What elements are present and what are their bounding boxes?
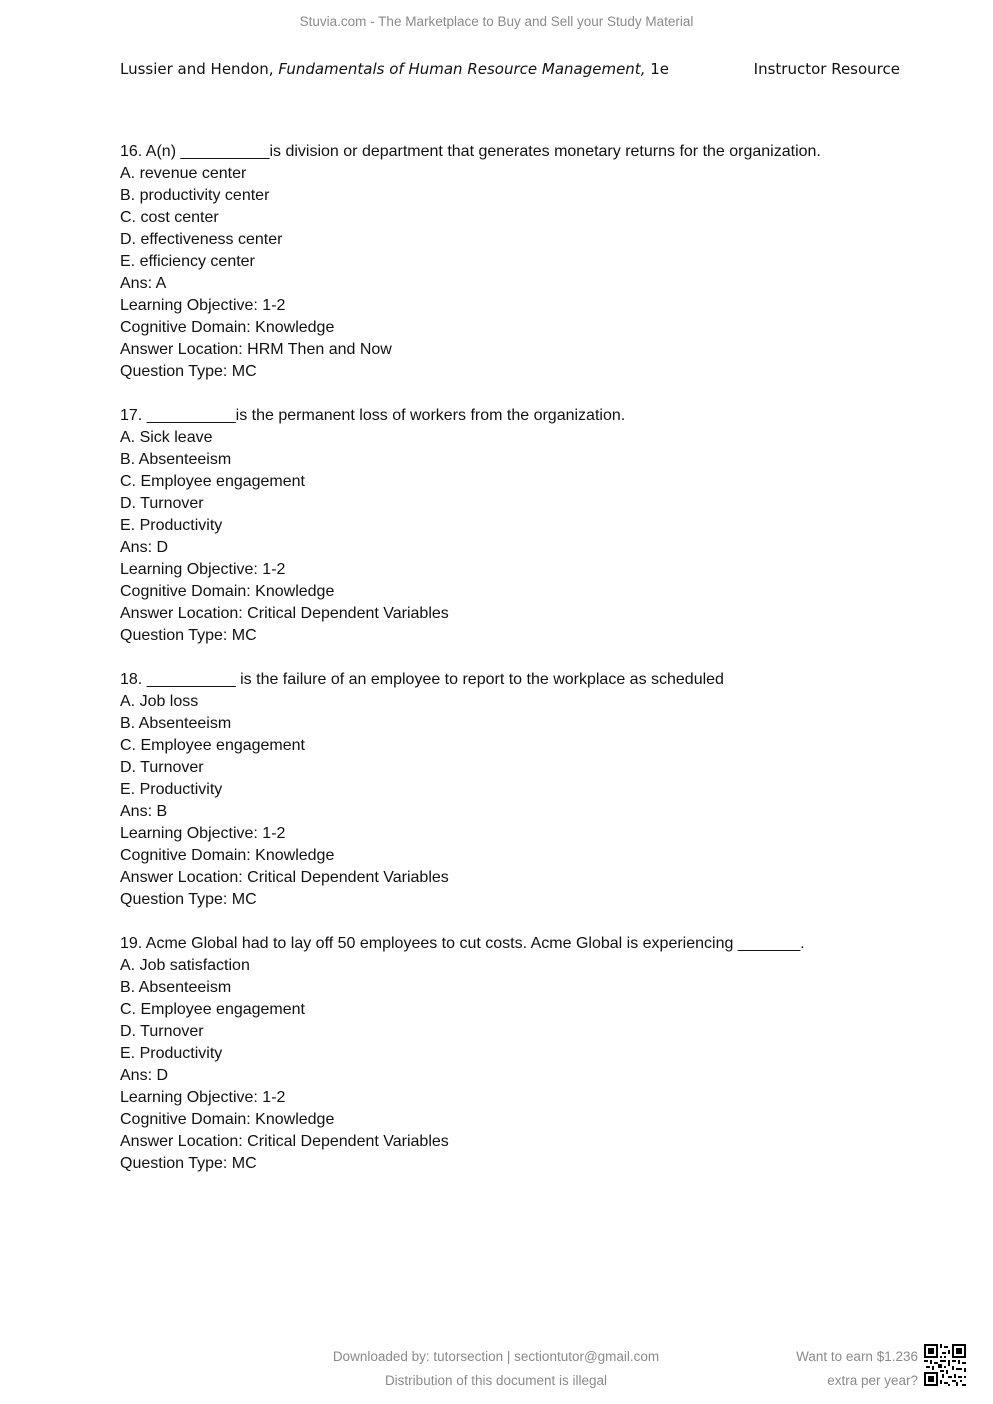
option-e: E. Productivity (120, 1045, 223, 1062)
document-header (120, 60, 900, 78)
question-17 (120, 405, 880, 647)
cognitive-domain: Cognitive Domain: Knowledge (120, 1111, 335, 1128)
option-a: A. Sick leave (120, 429, 213, 446)
option-d: D. effectiveness center (120, 231, 283, 248)
header-edition: 1e (645, 60, 670, 78)
answer: Ans: A (120, 275, 167, 292)
answer: Ans: B (120, 803, 168, 820)
cognitive-domain: Cognitive Domain: Knowledge (120, 583, 335, 600)
option-b: B. Absenteeism (120, 451, 232, 468)
question-type: Question Type: MC (120, 1155, 257, 1172)
question-stem: 18. __________ is the failure of an employee to report to the workplace as scheduled (120, 671, 724, 688)
question-18 (120, 669, 880, 911)
header-book-title: Fundamentals of Human Resource Management, (278, 60, 646, 78)
question-16 (120, 141, 880, 383)
option-e: E. Productivity (120, 781, 223, 798)
earn-promo[interactable] (758, 1345, 918, 1393)
option-d: D. Turnover (120, 1023, 204, 1040)
question-type: Question Type: MC (120, 891, 257, 908)
question-type: Question Type: MC (120, 627, 257, 644)
option-c: C. Employee engagement (120, 1001, 305, 1018)
option-e: E. Productivity (120, 517, 223, 534)
option-d: D. Turnover (120, 495, 204, 512)
question-stem: 19. Acme Global had to lay off 50 employees to cut costs. Acme Global is experiencing _______. (120, 935, 805, 952)
answer-location: Answer Location: Critical Dependent Variables (120, 869, 449, 886)
option-a: A. Job satisfaction (120, 957, 250, 974)
learning-objective: Learning Objective: 1-2 (120, 561, 286, 578)
qr-code-icon[interactable] (924, 1344, 966, 1386)
answer-location: Answer Location: Critical Dependent Variables (120, 1133, 449, 1150)
question-list (120, 141, 880, 1197)
earn-promo-line-1: Want to earn $1.236 (796, 1349, 918, 1364)
option-c: C. Employee engagement (120, 473, 305, 490)
stuvia-watermark: Stuvia.com - The Marketplace to Buy and Sell your Study Material (299, 14, 694, 29)
option-a: A. revenue center (120, 165, 247, 182)
header-instructor-resource: Instructor Resource (753, 60, 900, 78)
question-stem: 16. A(n) __________is division or department that generates monetary returns for the organization. (120, 143, 821, 160)
header-authors: Lussier and Hendon, (120, 60, 279, 78)
distribution-notice: Distribution of this document is illegal (384, 1373, 608, 1388)
answer: Ans: D (120, 1067, 169, 1084)
download-footer (296, 1345, 696, 1393)
option-b: B. Absenteeism (120, 979, 232, 996)
option-d: D. Turnover (120, 759, 204, 776)
question-stem: 17. __________is the permanent loss of workers from the organization. (120, 407, 626, 424)
answer: Ans: D (120, 539, 169, 556)
question-type: Question Type: MC (120, 363, 257, 380)
option-c: C. cost center (120, 209, 219, 226)
question-19 (120, 933, 880, 1175)
earn-promo-line-2: extra per year? (827, 1373, 918, 1388)
answer-location: Answer Location: HRM Then and Now (120, 341, 392, 358)
option-a: A. Job loss (120, 693, 199, 710)
cognitive-domain: Cognitive Domain: Knowledge (120, 847, 335, 864)
learning-objective: Learning Objective: 1-2 (120, 1089, 286, 1106)
cognitive-domain: Cognitive Domain: Knowledge (120, 319, 335, 336)
option-c: C. Employee engagement (120, 737, 305, 754)
option-b: B. productivity center (120, 187, 270, 204)
learning-objective: Learning Objective: 1-2 (120, 825, 286, 842)
answer-location: Answer Location: Critical Dependent Variables (120, 605, 449, 622)
learning-objective: Learning Objective: 1-2 (120, 297, 286, 314)
option-e: E. efficiency center (120, 253, 255, 270)
downloaded-by-text: Downloaded by: tutorsection | sectiontutor@gmail.com (332, 1349, 660, 1364)
option-b: B. Absenteeism (120, 715, 232, 732)
header-citation (120, 60, 669, 78)
